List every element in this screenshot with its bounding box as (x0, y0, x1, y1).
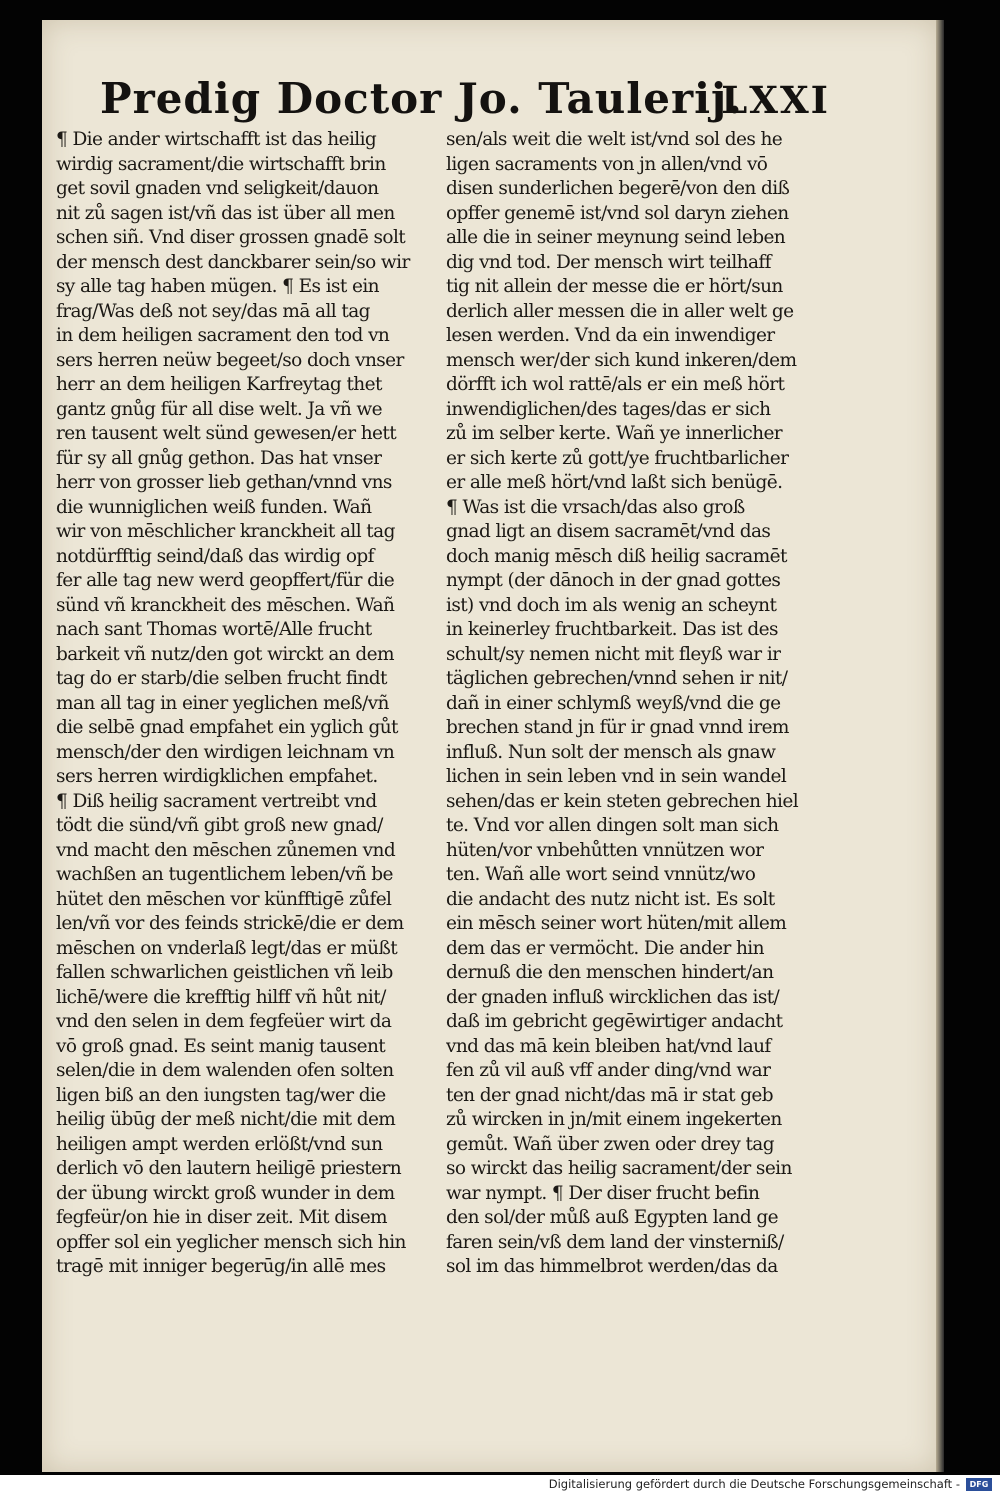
text-line: war nympt. ¶ Der diser frucht befin (446, 1182, 760, 1204)
text-line: ¶ Die ander wirtschafft ist das heilig (56, 129, 377, 150)
text-line: hüten/vor vnbehůtten vnnützen wor (446, 839, 764, 861)
text-line: alle die in seiner meynung seind leben (446, 227, 786, 248)
text-line: dañ in einer schlymß weyß/vnd die ge (446, 692, 781, 714)
text-line: influß. Nun solt der mensch als gnaw (446, 741, 776, 763)
text-line: so wirckt das heilig sacrament/der sein (446, 1158, 792, 1179)
text-line: vnd das mā kein bleiben hat/vnd lauf (446, 1035, 771, 1057)
text-line: dig vnd tod. Der mensch wirt teilhaff (446, 251, 771, 273)
text-line: mensch wer/der sich kund inkeren/dem (446, 349, 797, 371)
text-line: der gnaden influß wircklichen das ist/ (446, 986, 780, 1008)
text-line: ¶ Diß heilig sacrament vertreibt vnd (56, 790, 377, 812)
text-line: derlich aller messen die in aller welt ge (446, 300, 794, 322)
text-line: inwendiglichen/des tages/das er sich (446, 398, 771, 420)
text-line: tragē mit inniger begerūg/in allē mes (56, 1256, 386, 1277)
text-line: tig nit allein der messe die er hört/sun (446, 276, 783, 297)
left-column (56, 128, 434, 1280)
text-line: fen zů vil auß vff ander ding/vnd war (446, 1060, 771, 1081)
text-line: zů im selber kerte. Wañ ye innerlicher (446, 423, 783, 444)
text-line: doch manig mēsch diß heilig sacramēt (446, 545, 787, 567)
text-line: opffer sol ein yeglicher mensch sich hin (56, 1231, 406, 1253)
text-line: ten. Wañ alle wort seind vnnütz/wo (446, 864, 756, 885)
text-line: in dem heiligen sacrament den tod vn (56, 325, 390, 346)
text-line: fer alle tag new werd geopffert/für die (56, 570, 395, 591)
text-line: gnad ligt an disem sacramēt/vnd das (446, 521, 771, 542)
text-line: mensch/der den wirdigen leichnam vn (56, 741, 395, 763)
text-line: ligen biß an den iungsten tag/wer die (56, 1084, 386, 1106)
text-line: täglichen gebrechen/vnnd sehen ir nit/ (446, 668, 788, 689)
text-line: für sy all gnůg gethon. Das hat vnser (56, 447, 382, 469)
text-line: sol im das himmelbrot werden/das da (446, 1256, 778, 1277)
text-line: sers herren wirdigklichen empfahet. (56, 766, 378, 787)
text-line: notdürfftig seind/daß das wirdig opf (56, 545, 374, 567)
text-line: wirdig sacrament/die wirtschafft brin (56, 153, 386, 175)
text-line: barkeit vñ nutz/den got wirckt an dem (56, 643, 394, 665)
text-line: schult/sy nemen nicht mit fleyß war ir (446, 643, 781, 665)
right-column (446, 128, 824, 1280)
text-line: daß im gebricht gegēwirtiger andacht (446, 1011, 783, 1032)
text-line: disen sunderlichen begerē/von den diß (446, 178, 790, 199)
text-line: sen/als weit die welt ist/vnd sol des he (446, 129, 783, 150)
text-line: mēschen on vnderlaß legt/das er müßt (56, 937, 398, 959)
text-line: den sol/der můß auß Egypten land ge (446, 1207, 778, 1228)
text-line: selen/die in dem walenden ofen solten (56, 1060, 394, 1081)
text-line: ist) vnd doch im als wenig an scheynt (446, 594, 777, 616)
text-line: hütet den mēschen vor künfftigē zůfel (56, 888, 392, 910)
text-line: sehen/das er kein steten gebrechen hiel (446, 790, 799, 812)
text-line: fegfeür/on hie in diser zeit. Mit disem (56, 1207, 387, 1228)
text-line: man all tag in einer yeglichen meß/vñ (56, 692, 389, 714)
text-line: dernuß die den menschen hindert/an (446, 962, 774, 983)
text-line: tag do er starb/die selben frucht findt (56, 668, 387, 689)
text-line: dem das er vermöcht. Die ander hin (446, 937, 764, 959)
footer-credit: Digitalisierung gefördert durch die Deutsche Forschungsgemeinschaft - (548, 1477, 960, 1491)
text-line: lichen in sein leben vnd in sein wandel (446, 766, 787, 787)
text-line: nympt (der dānoch in der gnad gottes (446, 570, 781, 591)
text-line: gantz gnůg für all dise welt. Ja vñ we (56, 398, 383, 420)
folio-number: LXXI (721, 78, 830, 122)
text-line: er sich kerte zů gott/ye fruchtbarlicher (446, 447, 789, 469)
text-line: get sovil gnaden vnd seligkeit/dauon (56, 178, 379, 199)
text-line: heiligen ampt werden erlößt/vnd sun (56, 1133, 383, 1155)
text-line: nit zů sagen ist/vñ das ist über all men (56, 202, 395, 224)
text-line: ren tausent welt sünd gewesen/er hett (56, 423, 397, 444)
text-line: ein mēsch seiner wort hüten/mit allem (446, 913, 787, 934)
text-line: herr an dem heiligen Karfreytag thet (56, 374, 382, 395)
text-line: der übung wirckt groß wunder in dem (56, 1182, 395, 1204)
text-line: len/vñ vor des feinds strickē/die er dem (56, 913, 404, 934)
text-line: wachßen an tugentlichem leben/vñ be (56, 864, 393, 885)
text-line: lesen werden. Vnd da ein inwendiger (446, 325, 775, 346)
text-line: in keinerley fruchtbarkeit. Das ist des (446, 619, 778, 640)
text-line: er alle meß hört/vnd laßt sich benügē. (446, 472, 783, 493)
text-line: sers herren neüw begeet/so doch vnser (56, 349, 404, 371)
text-line: sy alle tag haben mügen. ¶ Es ist ein (56, 276, 379, 297)
text-line: sünd vñ kranckheit des mēschen. Wañ (56, 594, 395, 616)
text-line: schen siñ. Vnd diser grossen gnadē solt (56, 227, 406, 248)
text-line: ligen sacraments von jn allen/vnd vō (446, 153, 768, 175)
page-header (100, 74, 830, 130)
text-line: tödt die sünd/vñ gibt groß new gnad/ (56, 815, 383, 836)
text-line: fallen schwarlichen geistlichen vñ leib (56, 962, 393, 983)
text-line: wir von mēschlicher kranckheit all tag (56, 521, 395, 542)
text-line: brechen stand jn für ir gnad vnnd irem (446, 717, 789, 738)
text-line: vō groß gnad. Es seint manig tausent (56, 1035, 386, 1057)
text-line: die andacht des nutz nicht ist. Es solt (446, 888, 775, 910)
text-line: heilig übūg der meß nicht/die mit dem (56, 1109, 396, 1130)
text-line: gemůt. Wañ über zwen oder drey tag (446, 1133, 774, 1155)
footer-bar (0, 1475, 1000, 1495)
text-line: die wunniglichen weiß funden. Wañ (56, 496, 372, 518)
dfg-logo: DFG (966, 1478, 992, 1491)
text-line: vnd den selen in dem fegfeüer wirt da (56, 1011, 392, 1032)
text-line: die selbē gnad empfahet ein yglich gůt (56, 717, 398, 738)
text-line: ¶ Was ist die vrsach/das also groß (446, 496, 745, 518)
text-line: lichē/were die krefftig hilff vñ hůt nit/ (56, 986, 386, 1008)
text-line: nach sant Thomas wortē/Alle frucht (56, 619, 372, 640)
text-line: derlich vō den lautern heiligē priestern (56, 1158, 402, 1179)
text-line: faren sein/vß dem land der vinsterniß/ (446, 1231, 784, 1253)
text-line: zů wircken in jn/mit einem ingekerten (446, 1109, 782, 1130)
page-edge (936, 20, 944, 1472)
running-title: Predig Doctor Jo. Taulerij. (100, 74, 743, 123)
text-line: dörfft ich wol rattē/als er ein meß hört (446, 374, 785, 395)
text-line: vnd macht den mēschen zůnemen vnd (56, 839, 396, 861)
text-line: opffer genemē ist/vnd sol daryn ziehen (446, 202, 789, 224)
text-line: ten der gnad nicht/das mā ir stat geb (446, 1084, 774, 1106)
text-line: frag/Was deß not sey/das mā all tag (56, 300, 370, 322)
text-line: herr von grosser lieb gethan/vnnd vns (56, 472, 392, 493)
text-line: te. Vnd vor allen dingen solt man sich (446, 815, 779, 836)
text-line: der mensch dest danckbarer sein/so wir (56, 251, 410, 273)
